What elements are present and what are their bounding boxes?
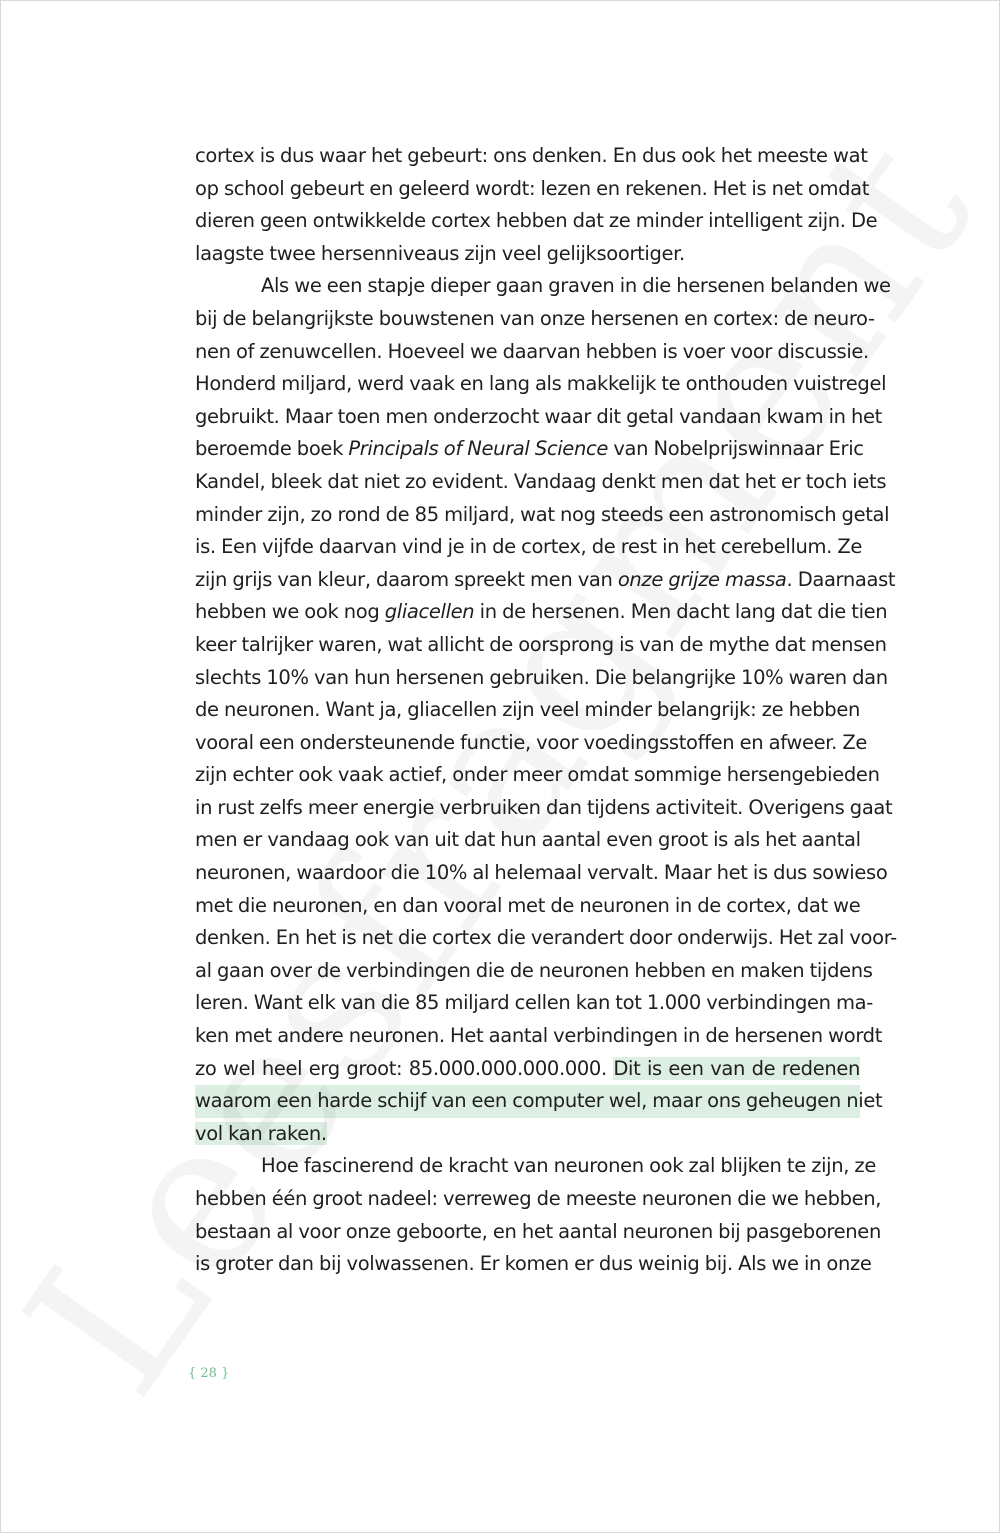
highlighted-text: Dit is een van de redenen (613, 1056, 861, 1080)
text-run: hebben we ook nog (195, 600, 385, 624)
highlighted-text: vol kan raken. (195, 1121, 327, 1145)
text-line: is. Een vijfde daarvan vind je in de cortex, de rest in het cerebellum. Ze (195, 535, 863, 559)
text-line: bestaan al voor onze geboorte, en het aantal neuronen bij pasgeborenen (195, 1219, 881, 1243)
text-line: de neuronen. Want ja, gliacellen zijn veel minder belangrijk: ze hebben (195, 698, 860, 722)
text-line: laagste twee hersenniveaus zijn veel gelijksoortiger. (195, 241, 685, 265)
text-line: ken met andere neuronen. Het aantal verbindingen in de hersenen wordt (195, 1024, 882, 1048)
text-line: cortex is dus waar het gebeurt: ons denken. En dus ook het meeste wat (195, 144, 868, 167)
text-run: zo wel heel erg groot: 85.000.000.000.000. (195, 1056, 614, 1080)
text-line: Hoe fascinerend de kracht van neuronen ook zal blijken te zijn, ze (261, 1154, 876, 1178)
text-line: keer talrijker waren, wat allicht de oorsprong is van de mythe dat mensen (195, 632, 887, 656)
text-line: Honderd miljard, werd vaak en lang als makkelijk te onthouden vuistregel (195, 372, 887, 396)
text-run: van Nobelprijswinnaar Eric (607, 437, 864, 461)
body-text (195, 140, 897, 1281)
text-line: in rust zelfs meer energie verbruiken dan tijdens activiteit. Overigens gaat (195, 795, 893, 819)
text-line: denken. En het is net die cortex die verandert door onderwijs. Het zal voor- (195, 926, 897, 950)
highlighted-line (195, 1118, 860, 1151)
text-line: hebben één groot nadeel: verreweg de meeste neuronen die we hebben, (195, 1187, 882, 1210)
text-line: men er vandaag ook van uit dat hun aantal even groot is als het aantal (195, 828, 861, 852)
text-line: slechts 10% van hun hersenen gebruiken. Die belangrijke 10% waren dan (195, 665, 888, 689)
italic-text: gliacellen (384, 600, 475, 624)
text-line (195, 1053, 860, 1086)
text-line: nen of zenuwcellen. Hoeveel we daarvan hebben is voer voor discussie. (195, 339, 869, 363)
page-number: { 28 } (188, 1366, 230, 1381)
text-run: zijn grijs van kleur, daarom spreekt men van (195, 567, 618, 591)
text-run: in de hersenen. Men dacht lang dat die tien (474, 600, 888, 624)
text-line: dieren geen ontwikkelde cortex hebben dat ze minder intelligent zijn. De (195, 209, 878, 233)
text-line: leren. Want elk van die 85 miljard cellen kan tot 1.000 verbindingen ma- (195, 991, 873, 1015)
text-line: neuronen, waardoor die 10% al helemaal vervalt. Maar het is dus sowieso (195, 861, 888, 885)
text-run: beroemde boek (195, 437, 349, 461)
italic-text: Principals of Neural Science (348, 437, 608, 461)
text-line (195, 564, 896, 597)
text-line: gebruikt. Maar toen men onderzocht waar dit getal vandaan kwam in het (195, 404, 882, 428)
text-line (195, 596, 888, 629)
text-line (195, 433, 864, 466)
text-line: Kandel, bleek dat niet zo evident. Vandaag denkt men dat het er toch iets (195, 469, 887, 493)
text-line: met die neuronen, en dan vooral met de neuronen in de cortex, dat we (195, 893, 861, 917)
text-line: bij de belangrijkste bouwstenen van onze hersenen en cortex: de neuro- (195, 306, 875, 330)
highlighted-line: waarom een harde schijf van een computer wel, maar ons geheugen niet (195, 1085, 860, 1118)
text-line: op school gebeurt en geleerd wordt: lezen en rekenen. Het is net omdat (195, 176, 870, 200)
text-line: minder zijn, zo rond de 85 miljard, wat nog steeds een astronomisch getal (195, 502, 890, 526)
text-line: Als we een stapje dieper gaan graven in die hersenen belanden we (261, 274, 891, 298)
italic-text: onze grijze massa (617, 567, 787, 591)
text-line: vooral een ondersteunende functie, voor voedingsstoffen en afweer. Ze (195, 730, 868, 754)
text-line: al gaan over de verbindingen die de neuronen hebben en maken tijdens (195, 958, 873, 982)
text-run: . Daarnaast (786, 567, 896, 591)
text-line: zijn echter ook vaak actief, onder meer omdat sommige hersengebieden (195, 763, 880, 787)
text-line: is groter dan bij volwassenen. Er komen er dus weinig bij. Als we in onze (195, 1252, 872, 1276)
